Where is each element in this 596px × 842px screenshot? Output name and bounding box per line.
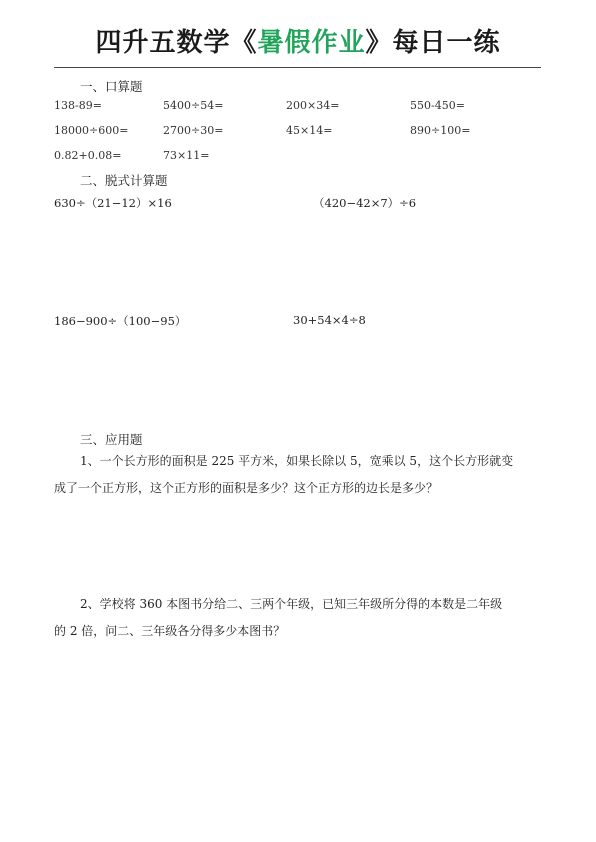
title-prefix: 四升五数学《 [95, 28, 258, 58]
oral-section-heading: 一、口算题 [80, 79, 143, 94]
oral-item: 5400÷54= [163, 99, 224, 112]
oral-item: 0.82+0.08= [54, 149, 122, 162]
oral-item: 45×14= [286, 124, 333, 137]
oral-item: 138-89= [54, 99, 102, 112]
applied-section-heading: 三、应用题 [80, 432, 143, 447]
oral-item: 18000÷600= [54, 124, 129, 137]
word-problem [54, 591, 541, 645]
word-problem-line: 的 2 倍，问二、三年级各分得多少本图书？ [54, 624, 286, 638]
oral-item: 73×11= [163, 149, 210, 162]
written-item: 30+54×4÷8 [293, 313, 366, 327]
word-problem-line: 成了一个正方形，这个正方形的面积是多少？这个正方形的边长是多少？ [54, 481, 439, 495]
word-problem [54, 448, 541, 502]
oral-item: 200×34= [286, 99, 340, 112]
written-item: 630÷（21−12）×16 [54, 196, 172, 210]
page-title [0, 22, 596, 59]
title-suffix: 》每日一练 [365, 28, 501, 58]
oral-item: 890÷100= [410, 124, 471, 137]
oral-item: 2700÷30= [163, 124, 224, 137]
written-item: （420−42×7）÷6 [313, 196, 417, 210]
word-problem-line: 2、学校将 360 本图书分给二、三两个年级，已知三年级所分得的本数是二年级 [80, 597, 503, 611]
written-section-heading: 二、脱式计算题 [80, 173, 168, 188]
word-problem-line: 1、一个长方形的面积是 225 平方米，如果长除以 5，宽乘以 5，这个长方形就变 [80, 454, 514, 468]
title-divider [54, 67, 541, 68]
title-highlight: 暑假作业 [257, 28, 366, 58]
written-item: 186−900÷（100−95） [54, 314, 187, 328]
oral-item: 550-450= [410, 99, 465, 112]
